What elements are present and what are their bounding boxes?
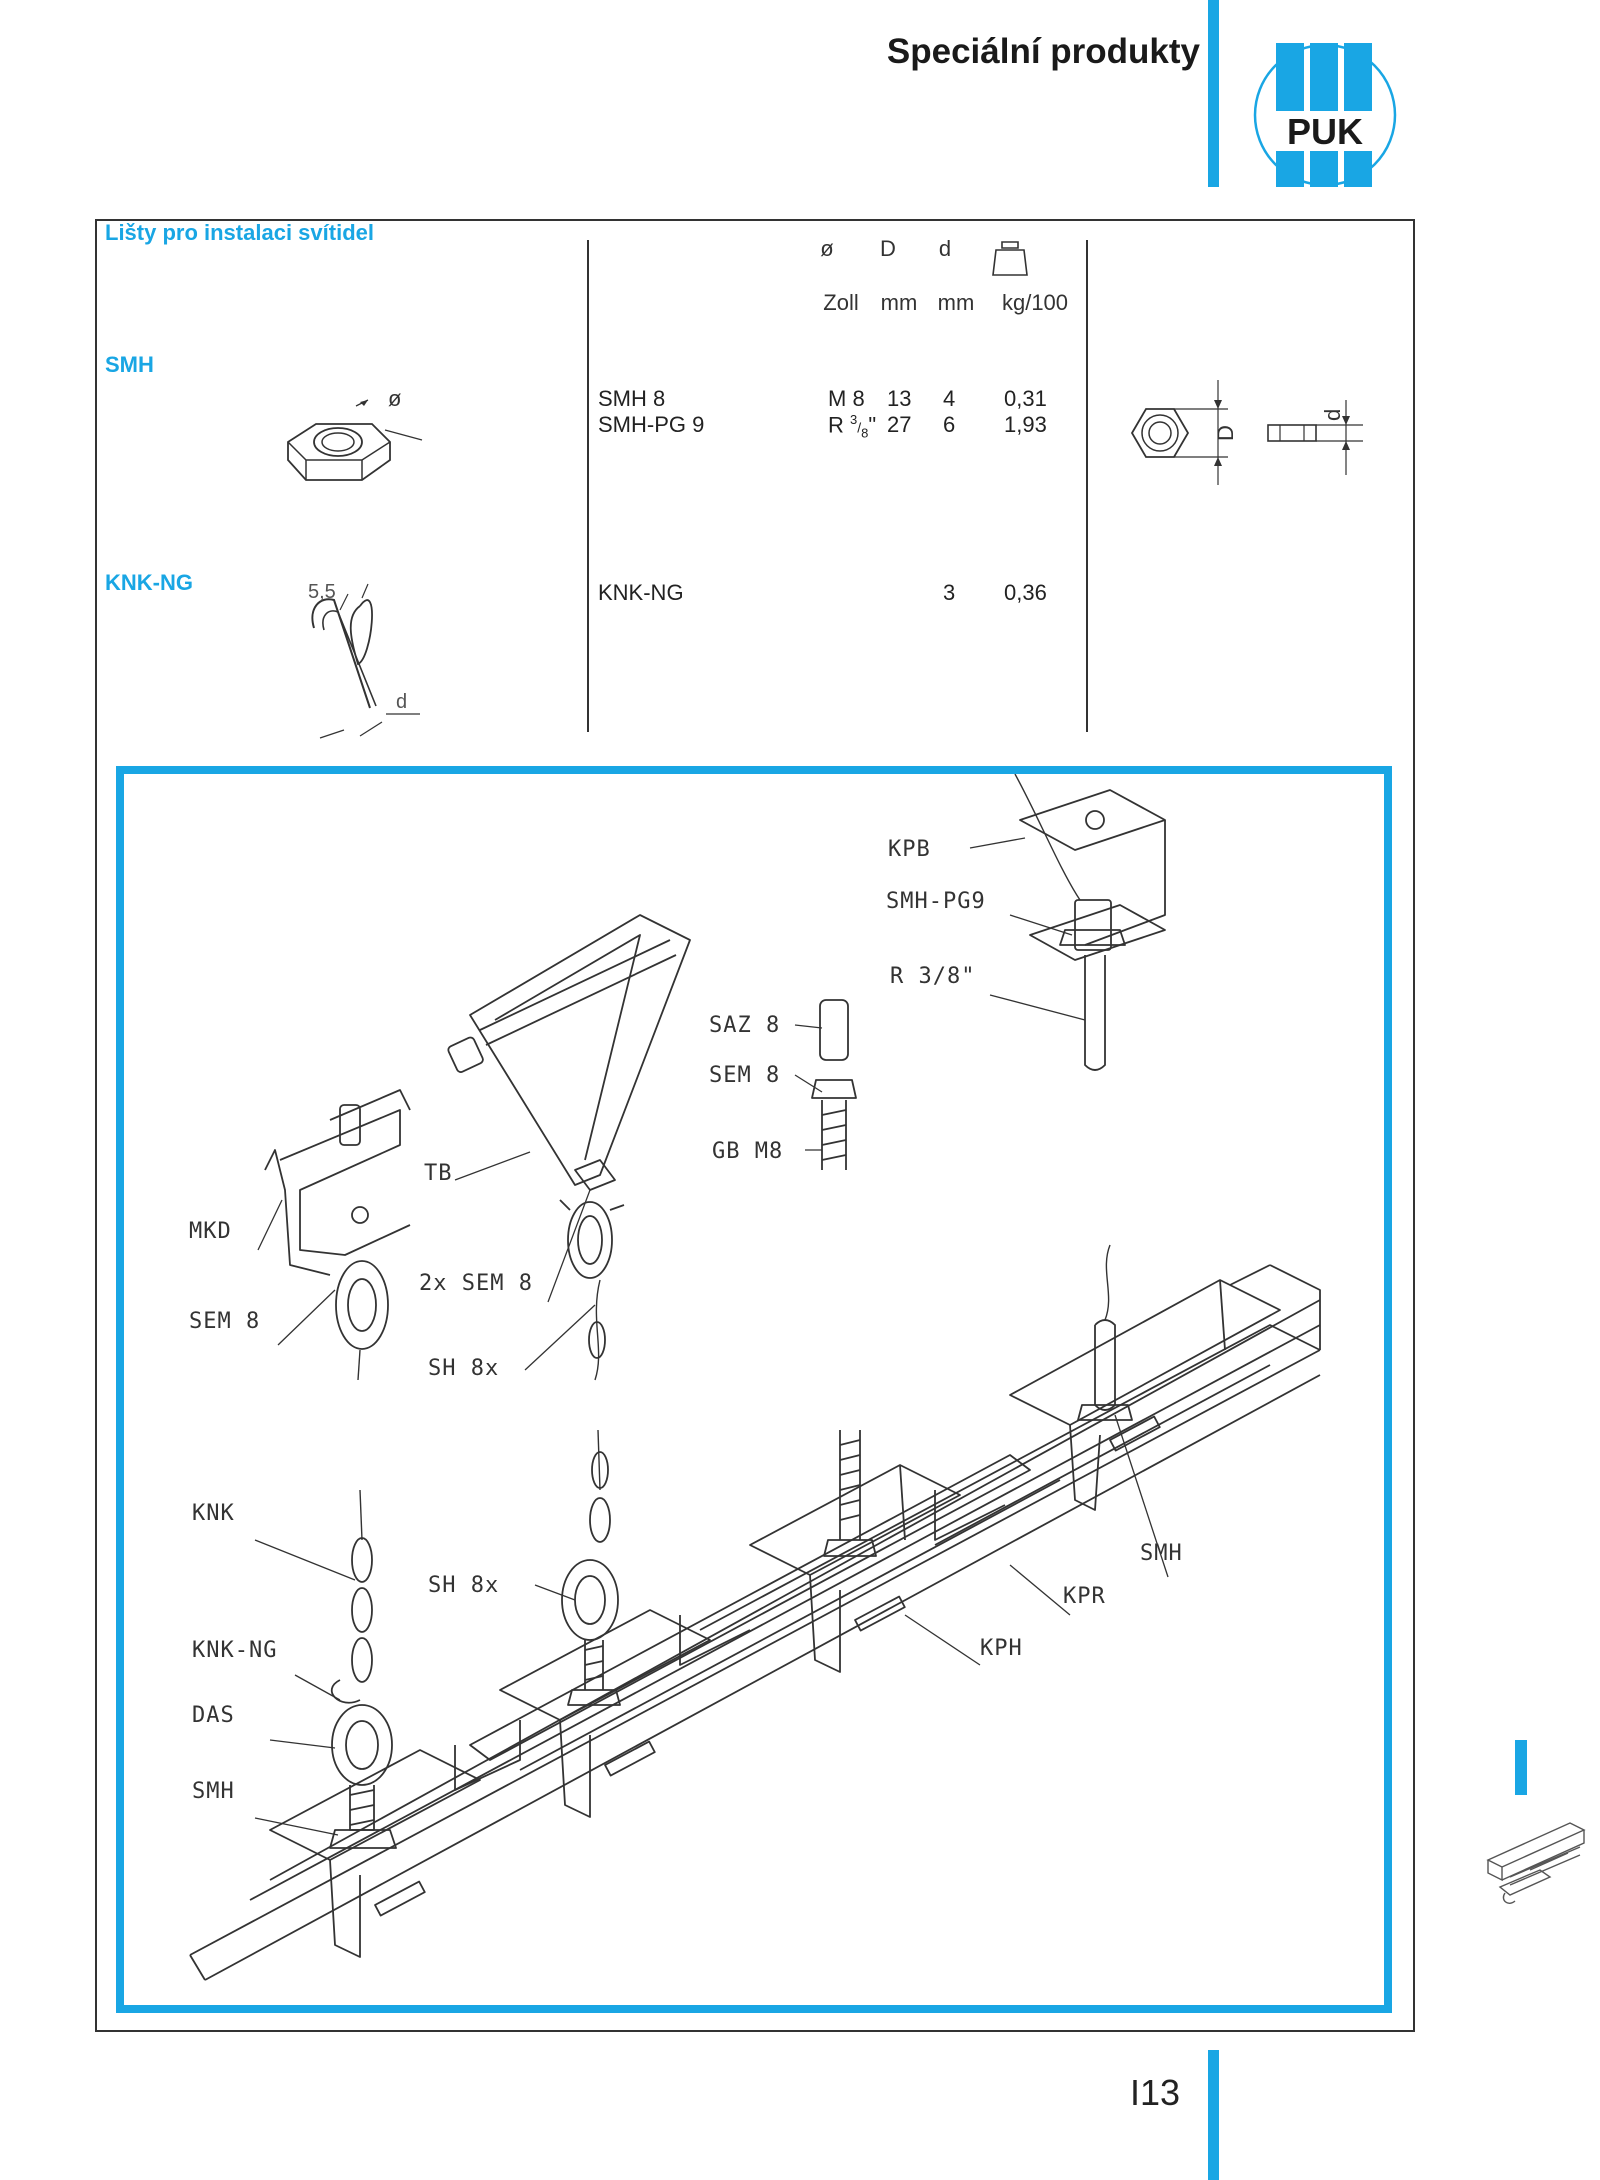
smh8-small-d: 4: [943, 386, 956, 411]
smh-nut-drawing: [270, 380, 450, 500]
label-sem8-top: SEM 8: [709, 1063, 781, 1088]
label-smh-left: SMH: [192, 1779, 235, 1804]
col-symbol-big-d: D: [880, 236, 896, 261]
column-divider-right: [1086, 240, 1088, 732]
col-unit-zoll: Zoll: [823, 290, 859, 315]
smh8-big-d: 13: [887, 386, 912, 411]
label-knk-ng: KNK-NG: [192, 1638, 278, 1663]
label-smh-pg9: SMH-PG9: [886, 889, 986, 914]
knkng-small-d: 3: [943, 580, 956, 605]
smh-diameter-label: ø: [388, 386, 402, 411]
label-gbm8: GB M8: [712, 1139, 784, 1164]
rail-thumbnail-icon: [1480, 1815, 1590, 1910]
weight-icon: [990, 234, 1030, 278]
col-symbol-small-d: d: [938, 236, 952, 261]
puk-logo: [1250, 40, 1400, 190]
product-name-knkng: KNK-NG: [598, 580, 684, 605]
col-unit-mm-2: mm: [937, 290, 975, 315]
group-label-smh: SMH: [105, 352, 154, 377]
logo-text: PUK: [1286, 111, 1364, 152]
label-kpr: KPR: [1063, 1584, 1106, 1609]
label-knk: KNK: [192, 1501, 235, 1526]
page-number: I13: [1130, 2072, 1181, 2113]
col-unit-kg100: kg/100: [1001, 290, 1069, 315]
label-mkd: MKD: [189, 1219, 232, 1244]
label-sem8-left: SEM 8: [189, 1309, 261, 1334]
label-2x-sem8: 2x SEM 8: [419, 1271, 533, 1296]
label-kph: KPH: [980, 1636, 1023, 1661]
col-unit-mm-1: mm: [880, 290, 918, 315]
label-tb: TB: [424, 1161, 453, 1186]
label-saz8: SAZ 8: [709, 1013, 781, 1038]
product-name-smhpg9: SMH-PG 9: [598, 412, 705, 437]
smh8-weight: 0,31: [1004, 386, 1047, 411]
smh-hex-technical-drawing: [1118, 375, 1378, 490]
smhpg9-weight: 1,93: [1004, 412, 1047, 437]
smh-big-d-label: D: [1213, 425, 1238, 441]
header-accent-bar: [1208, 0, 1219, 187]
page-title: Speciální produkty: [886, 32, 1200, 71]
smhpg9-small-d: 6: [943, 412, 956, 437]
smhpg9-big-d: 27: [887, 412, 912, 437]
label-r38: R 3/8": [890, 964, 976, 989]
label-sh8x-top: SH 8x: [428, 1356, 500, 1381]
assembly-illustration: [124, 774, 1384, 2005]
product-name-smh8: SMH 8: [598, 386, 666, 411]
knkng-hook-drawing: [290, 568, 430, 743]
knkng-size-label: 5,5: [308, 581, 336, 603]
smh8-diameter: M 8: [828, 386, 865, 411]
label-das: DAS: [192, 1703, 235, 1728]
smhpg9-diameter: R $^3/_8$": [828, 412, 877, 441]
label-sh8x-bottom: SH 8x: [428, 1573, 500, 1598]
smh-small-d-label: d: [1320, 408, 1345, 421]
knkng-weight: 0,36: [1004, 580, 1047, 605]
side-index-bar: [1515, 1740, 1527, 1795]
column-divider-left: [587, 240, 589, 732]
section-title: Lišty pro instalaci svítidel: [105, 220, 374, 245]
label-kpb: KPB: [888, 837, 931, 862]
group-label-knkng: KNK-NG: [105, 570, 193, 595]
footer-accent-bar: [1208, 2050, 1219, 2180]
col-symbol-diameter: ø: [820, 236, 834, 261]
knkng-small-d-label: d: [396, 691, 408, 713]
label-smh-right: SMH: [1140, 1541, 1183, 1566]
